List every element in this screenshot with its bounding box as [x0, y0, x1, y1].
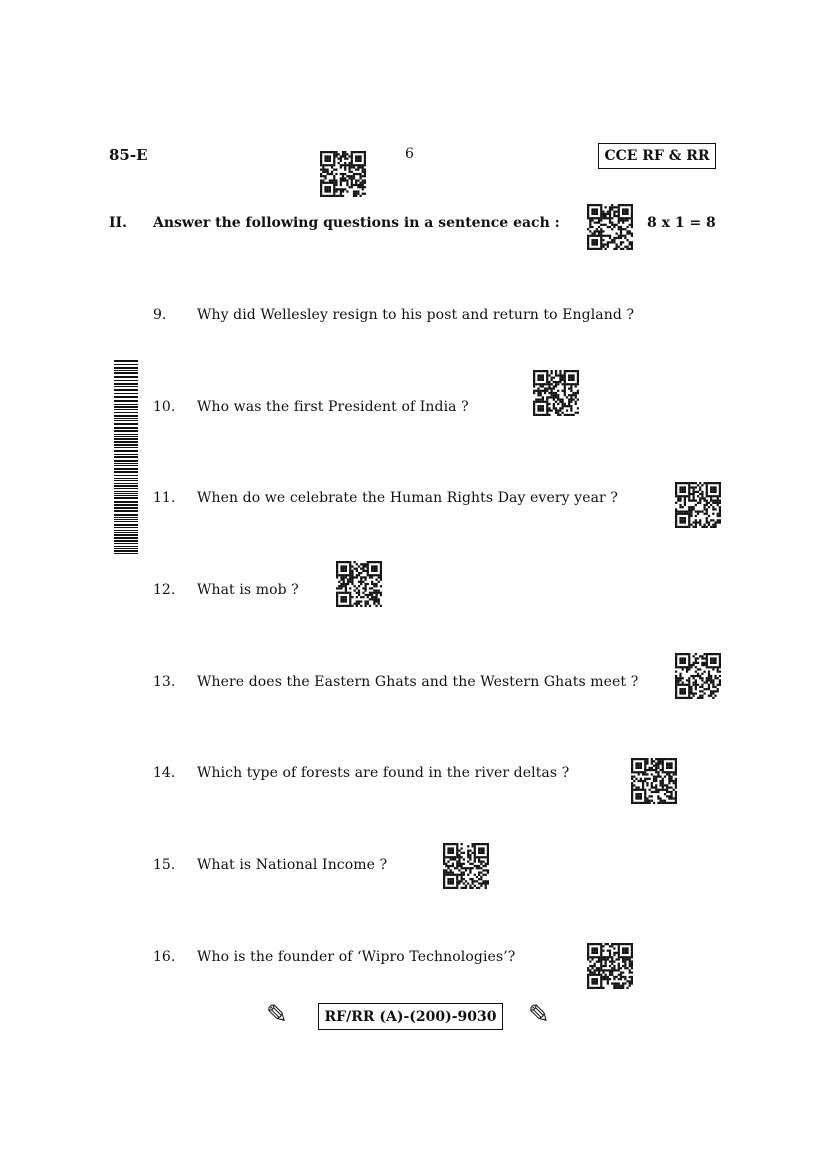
question-text: What is National Income ? [197, 857, 388, 873]
question-number: 14. [153, 765, 176, 781]
section-marks: 8 x 1 = 8 [647, 215, 716, 231]
exam-tag: CCE RF & RR [604, 148, 710, 164]
qr-code-icon [336, 561, 382, 607]
question-text: What is mob ? [197, 582, 299, 598]
question-number: 15. [153, 857, 176, 873]
question-text: Who is the founder of ‘Wipro Technologies’? [197, 949, 516, 965]
question-text: Why did Wellesley resign to his post and return to England ? [197, 307, 635, 323]
pencil-icon: ✎ [266, 1000, 288, 1030]
exam-tag-box [598, 143, 716, 169]
question-number: 10. [153, 399, 176, 415]
qr-code-icon [587, 204, 633, 250]
footer-code: RF/RR (A)-(200)-9030 [324, 1008, 497, 1025]
question-number: 16. [153, 949, 176, 965]
pencil-icon: ✎ [528, 1000, 550, 1030]
qr-code-icon [533, 370, 579, 416]
question-text: Who was the first President of India ? [197, 399, 469, 415]
question-text: Where does the Eastern Ghats and the Western Ghats meet ? [197, 674, 639, 690]
section-title: Answer the following questions in a sentence each : [153, 215, 560, 231]
question-text: When do we celebrate the Human Rights Day every year ? [197, 490, 618, 506]
qr-code-icon [443, 843, 489, 889]
question-number: 9. [153, 307, 167, 323]
question-number: 12. [153, 582, 176, 598]
question-number: 13. [153, 674, 176, 690]
barcode-icon [114, 360, 138, 554]
question-text: Which type of forests are found in the river deltas ? [197, 765, 570, 781]
question-number: 11. [153, 490, 176, 506]
page-number: 6 [405, 146, 414, 162]
qr-code-icon [320, 151, 366, 197]
paper-code: 85-E [109, 146, 148, 164]
qr-code-icon [631, 758, 677, 804]
qr-code-icon [675, 653, 721, 699]
qr-code-icon [587, 943, 633, 989]
qr-code-icon [675, 482, 721, 528]
section-number: II. [109, 215, 127, 231]
footer-code-box [318, 1003, 503, 1030]
